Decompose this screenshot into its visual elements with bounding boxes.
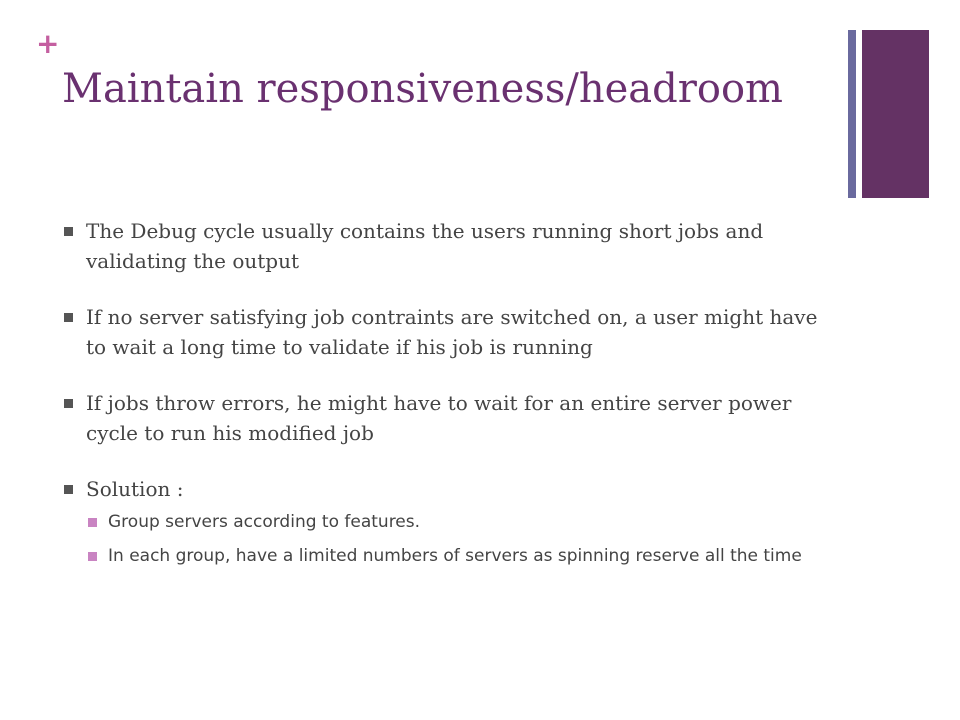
square-bullet-icon bbox=[64, 485, 73, 494]
plus-icon: + bbox=[36, 27, 60, 60]
bullet-text: If no server satisfying job contraints are switched on, a user might have to wait a long time to validate if his job is running bbox=[86, 305, 818, 359]
accent-bar-thin bbox=[848, 30, 856, 198]
sub-bullet-text: In each group, have a limited numbers of servers as spinning reserve all the time bbox=[108, 546, 802, 566]
bullet-text: Solution : bbox=[86, 477, 184, 501]
square-bullet-icon bbox=[64, 399, 73, 408]
square-sub-bullet-icon bbox=[88, 552, 97, 561]
bullet-item bbox=[62, 302, 842, 362]
bullet-item bbox=[62, 388, 842, 448]
square-bullet-icon bbox=[64, 313, 73, 322]
square-bullet-icon bbox=[64, 227, 73, 236]
sub-bullet-item bbox=[86, 510, 842, 534]
sub-bullet-list bbox=[86, 510, 842, 568]
accent-bar-thick bbox=[862, 30, 929, 198]
sub-bullet-text: Group servers according to features. bbox=[108, 512, 421, 532]
slide-title: Maintain responsiveness/headroom bbox=[62, 66, 783, 112]
bullet-list bbox=[62, 216, 842, 568]
bullet-item bbox=[62, 474, 842, 568]
bullet-text: If jobs throw errors, he might have to wait for an entire server power cycle to run his modified job bbox=[86, 391, 792, 445]
slide-body bbox=[62, 216, 842, 578]
sub-bullet-item bbox=[86, 544, 842, 568]
square-sub-bullet-icon bbox=[88, 518, 97, 527]
bullet-text: The Debug cycle usually contains the users running short jobs and validating the output bbox=[86, 219, 764, 273]
bullet-item bbox=[62, 216, 842, 276]
